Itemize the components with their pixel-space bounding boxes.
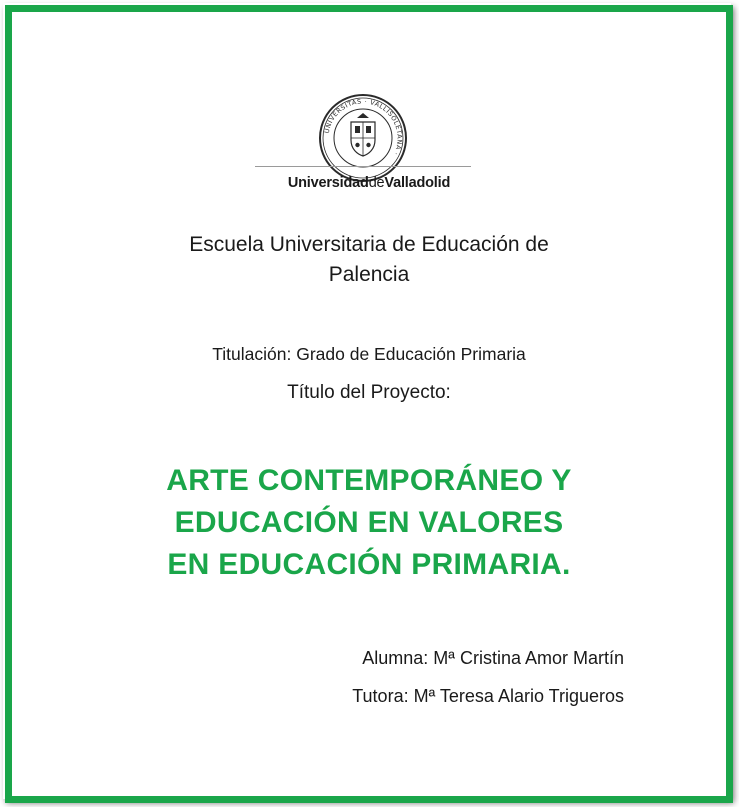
university-logotype <box>12 175 726 191</box>
tutor-credit: Tutora: Mª Teresa Alario Trigueros <box>352 686 624 706</box>
project-title-line: EDUCACIÓN EN VALORES <box>174 506 564 539</box>
school-name-line: Palencia <box>328 263 410 286</box>
project-title <box>52 460 686 586</box>
project-title-line: ARTE CONTEMPORÁNEO Y <box>166 464 572 497</box>
university-seal-icon <box>317 92 409 184</box>
university-name-part: de <box>368 175 385 191</box>
school-name <box>72 230 666 290</box>
school-name-line: Escuela Universitaria de Educación de <box>189 233 549 256</box>
university-name-part: Universidad <box>287 175 369 191</box>
project-title-label: Título del Proyecto: <box>287 382 451 403</box>
logo-divider <box>255 166 471 167</box>
student-credit: Alumna: Mª Cristina Amor Martín <box>362 648 624 668</box>
credits <box>352 639 624 715</box>
cover-page <box>12 12 726 796</box>
project-title-line: EN EDUCACIÓN PRIMARIA. <box>167 548 571 581</box>
cover-frame <box>5 5 733 803</box>
svg-text:UNIVERSITAS · VALLISOLETANA ·: UNIVERSITAS · VALLISOLETANA · <box>322 97 404 157</box>
university-name-part: Valladolid <box>384 175 451 191</box>
degree-line: Titulación: Grado de Educación Primaria <box>212 344 526 364</box>
